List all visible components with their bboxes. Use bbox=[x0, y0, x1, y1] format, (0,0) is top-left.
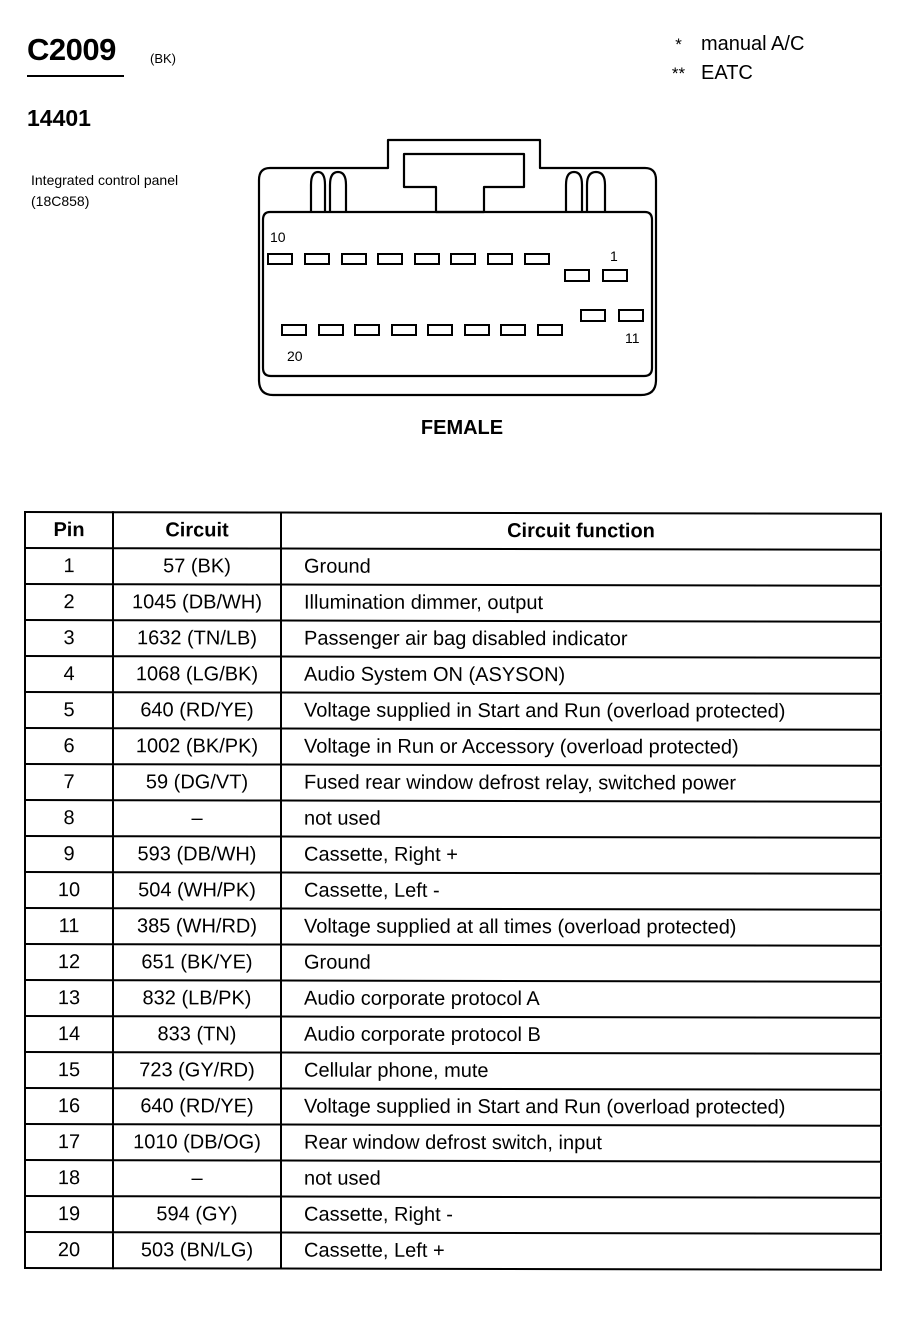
pin-cell: 6 bbox=[25, 728, 113, 764]
pin-cavity-11 bbox=[619, 310, 643, 321]
pin-cell: 4 bbox=[25, 656, 113, 692]
circuit-cell: – bbox=[113, 800, 281, 836]
connector-diagram bbox=[0, 0, 904, 460]
pin-cell: 19 bbox=[25, 1196, 113, 1232]
header-pin: Pin bbox=[25, 512, 113, 548]
function-cell: Fused rear window defrost relay, switched power bbox=[281, 765, 881, 802]
pin-table bbox=[24, 511, 882, 1271]
header-circuit: Circuit bbox=[113, 512, 281, 548]
connector-face bbox=[263, 212, 652, 376]
function-cell: Cassette, Left + bbox=[281, 1233, 881, 1270]
pin-cell: 17 bbox=[25, 1124, 113, 1160]
function-cell: not used bbox=[281, 1161, 881, 1198]
pin-cavity-20 bbox=[282, 325, 306, 335]
pin-cavity-17 bbox=[392, 325, 416, 335]
function-cell: Voltage in Run or Accessory (overload protected) bbox=[281, 729, 881, 766]
pin-cell: 9 bbox=[25, 836, 113, 872]
pin-cell: 8 bbox=[25, 800, 113, 836]
rib-left-2 bbox=[330, 172, 346, 212]
table-row bbox=[25, 1124, 881, 1162]
function-cell: not used bbox=[281, 801, 881, 838]
connector-id: C2009 bbox=[27, 32, 116, 67]
function-cell: Voltage supplied at all times (overload protected) bbox=[281, 909, 881, 946]
function-cell: Audio System ON (ASYSON) bbox=[281, 657, 881, 694]
pin-cell: 15 bbox=[25, 1052, 113, 1088]
function-cell: Cellular phone, mute bbox=[281, 1053, 881, 1090]
circuit-cell: 1632 (TN/LB) bbox=[113, 620, 281, 656]
pin-cell: 7 bbox=[25, 764, 113, 800]
connector-view-label: FEMALE bbox=[420, 417, 504, 439]
circuit-cell: 1010 (DB/OG) bbox=[113, 1124, 281, 1160]
pin-cavity-7 bbox=[378, 254, 402, 264]
pin-cell: 20 bbox=[25, 1232, 113, 1268]
circuit-cell: 832 (LB/PK) bbox=[113, 980, 281, 1016]
table-row bbox=[25, 656, 881, 694]
pin-cavity-13 bbox=[538, 325, 562, 335]
function-cell: Ground bbox=[281, 549, 881, 586]
pin-cavity-2 bbox=[565, 270, 589, 281]
function-cell: Rear window defrost switch, input bbox=[281, 1125, 881, 1162]
component-name: Integrated control panel (18C858) bbox=[31, 172, 179, 209]
table-row bbox=[25, 980, 881, 1018]
circuit-cell: 504 (WH/PK) bbox=[113, 872, 281, 908]
pin-cavity-9 bbox=[305, 254, 329, 264]
circuit-cell: 723 (GY/RD) bbox=[113, 1052, 281, 1088]
function-cell: Passenger air bag disabled indicator bbox=[281, 621, 881, 658]
pin-cavity-15 bbox=[465, 325, 489, 335]
table-row bbox=[25, 764, 881, 802]
pin-cavity-4 bbox=[488, 254, 512, 264]
pin-cell: 13 bbox=[25, 980, 113, 1016]
pin-table-body bbox=[25, 548, 881, 1270]
table-row bbox=[25, 692, 881, 730]
pin-cavity-5 bbox=[451, 254, 475, 264]
rib-right-1 bbox=[566, 172, 582, 212]
legend-label: manual A/C bbox=[701, 33, 805, 55]
function-cell: Audio corporate protocol A bbox=[281, 981, 881, 1018]
pin-cavity-10 bbox=[268, 254, 292, 264]
pin-label-10: 10 bbox=[270, 229, 286, 245]
function-cell: Cassette, Left - bbox=[281, 873, 881, 910]
circuit-cell: 385 (WH/RD) bbox=[113, 908, 281, 944]
circuit-cell: – bbox=[113, 1160, 281, 1196]
pin-cell: 18 bbox=[25, 1160, 113, 1196]
pin-cell: 14 bbox=[25, 1016, 113, 1052]
function-cell: Ground bbox=[281, 945, 881, 982]
circuit-cell: 1002 (BK/PK) bbox=[113, 728, 281, 764]
circuit-cell: 57 (BK) bbox=[113, 548, 281, 584]
circuit-cell: 593 (DB/WH) bbox=[113, 836, 281, 872]
table-header-row bbox=[25, 512, 881, 550]
table-row bbox=[25, 548, 881, 586]
table-row bbox=[25, 620, 881, 658]
pin-cell: 2 bbox=[25, 584, 113, 620]
function-cell: Voltage supplied in Start and Run (overload protected) bbox=[281, 1089, 881, 1126]
table-row bbox=[25, 1232, 881, 1270]
pin-cell: 11 bbox=[25, 908, 113, 944]
function-cell: Illumination dimmer, output bbox=[281, 585, 881, 622]
function-cell: Voltage supplied in Start and Run (overload protected) bbox=[281, 693, 881, 730]
latch bbox=[404, 154, 524, 212]
table-row bbox=[25, 1052, 881, 1090]
rib-right-2 bbox=[587, 172, 605, 212]
pin-label-20: 20 bbox=[287, 348, 303, 364]
circuit-cell: 503 (BN/LG) bbox=[113, 1232, 281, 1268]
table-row bbox=[25, 1016, 881, 1054]
table-row bbox=[25, 1196, 881, 1234]
function-cell: Audio corporate protocol B bbox=[281, 1017, 881, 1054]
pin-cell: 5 bbox=[25, 692, 113, 728]
pin-cavity-3 bbox=[525, 254, 549, 264]
part-number: 14401 bbox=[27, 105, 91, 131]
pin-cavity-1 bbox=[603, 270, 627, 281]
circuit-cell: 640 (RD/YE) bbox=[113, 692, 281, 728]
function-cell: Cassette, Right + bbox=[281, 837, 881, 874]
header-function: Circuit function bbox=[281, 513, 881, 550]
circuit-cell: 594 (GY) bbox=[113, 1196, 281, 1232]
circuit-cell: 1045 (DB/WH) bbox=[113, 584, 281, 620]
pin-cavity-8 bbox=[342, 254, 366, 264]
pin-cavity-12 bbox=[581, 310, 605, 321]
pin-cavity-16 bbox=[428, 325, 452, 335]
table-row bbox=[25, 944, 881, 982]
connector-color: (BK) bbox=[150, 51, 176, 66]
pin-cavity-19 bbox=[319, 325, 343, 335]
table-row bbox=[25, 836, 881, 874]
table-row bbox=[25, 584, 881, 622]
table-row bbox=[25, 728, 881, 766]
pin-cell: 3 bbox=[25, 620, 113, 656]
pin-cell: 1 bbox=[25, 548, 113, 584]
pin-cavity-18 bbox=[355, 325, 379, 335]
table-row bbox=[25, 908, 881, 946]
pin-label-1: 1 bbox=[610, 248, 618, 264]
circuit-cell: 640 (RD/YE) bbox=[113, 1088, 281, 1124]
connector-housing bbox=[259, 140, 656, 395]
circuit-cell: 651 (BK/YE) bbox=[113, 944, 281, 980]
legend-symbol: * bbox=[675, 34, 682, 54]
function-cell: Cassette, Right - bbox=[281, 1197, 881, 1234]
circuit-cell: 59 (DG/VT) bbox=[113, 764, 281, 800]
pin-cavity-14 bbox=[501, 325, 525, 335]
pin-cavity-6 bbox=[415, 254, 439, 264]
legend-symbol: ** bbox=[671, 63, 686, 83]
pin-cell: 10 bbox=[25, 872, 113, 908]
table-row bbox=[25, 800, 881, 838]
circuit-cell: 833 (TN) bbox=[113, 1016, 281, 1052]
rib-left-1 bbox=[311, 172, 325, 212]
table-row bbox=[25, 1160, 881, 1198]
pin-label-11: 11 bbox=[625, 330, 640, 346]
legend-label: EATC bbox=[701, 62, 753, 84]
pin-cell: 16 bbox=[25, 1088, 113, 1124]
table-row bbox=[25, 872, 881, 910]
table-row bbox=[25, 1088, 881, 1126]
circuit-cell: 1068 (LG/BK) bbox=[113, 656, 281, 692]
pin-cell: 12 bbox=[25, 944, 113, 980]
